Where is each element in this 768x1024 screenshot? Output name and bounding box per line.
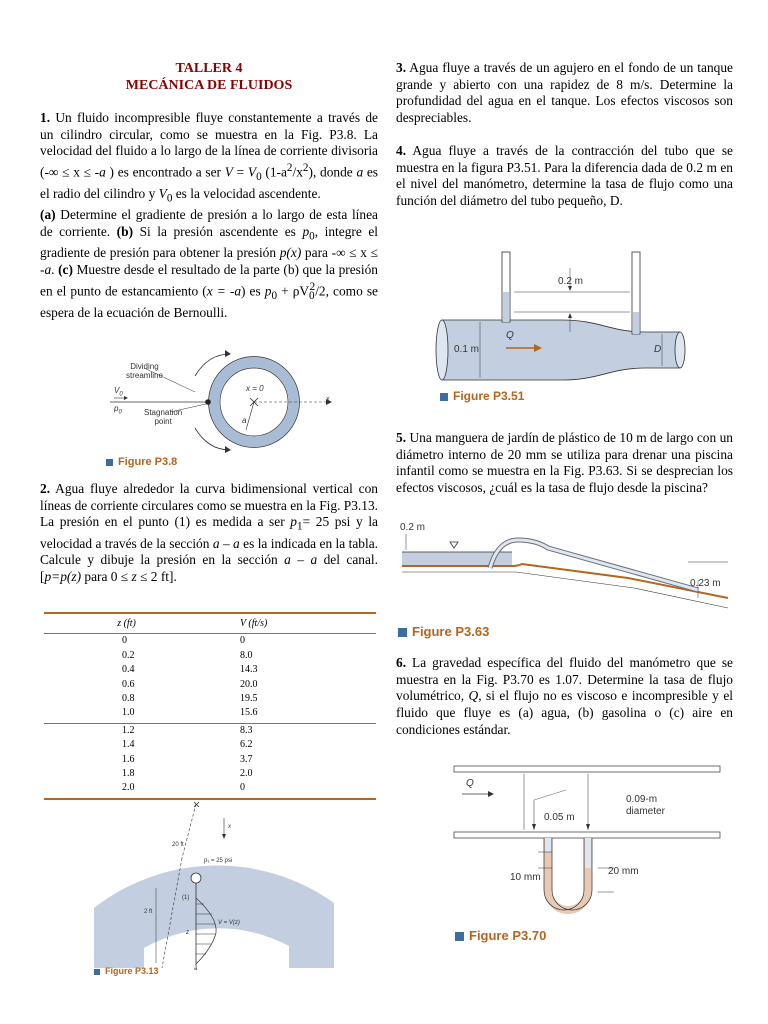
cell-z: 0.8 (122, 693, 135, 705)
radius-a-label: a (242, 416, 247, 425)
figure-p3-63-label: Figure P3.63 (412, 624, 490, 639)
p1-sup-b: 2 (302, 162, 309, 175)
col-z-header (44, 617, 210, 631)
height-0-2-label: 0.2 m (400, 522, 426, 533)
p1-sup-a: 2 (286, 162, 293, 175)
p2-pz: p=p(z) (44, 569, 82, 585)
p0-letter: p (114, 404, 119, 413)
p2-z: z (131, 569, 137, 585)
cell-v: 19.5 (240, 693, 258, 705)
table-row (44, 706, 376, 720)
diameter-0-1-label: 0.1 m (454, 344, 480, 355)
v0-label (114, 386, 123, 398)
table-row (44, 634, 376, 648)
point-text: point (154, 417, 172, 426)
dividing-streamline-label (126, 362, 163, 380)
caption-square-icon (106, 459, 113, 466)
cell-z: 1.4 (122, 739, 135, 751)
problem-3-text: Agua fluye a través de un agujero en el fondo de un tanque grande y abierto con una rapidez de 8 m/s. Determine la profundidad del agua en el tanque. Los efectos viscosos son despreciables. (396, 60, 733, 126)
table-row (44, 753, 376, 767)
table-group-2 (44, 724, 376, 796)
p1-a2: a (356, 164, 364, 180)
p2-p1: p (290, 514, 297, 530)
p1-text-17: /2, como se espera de la ecuación de Bernoulli. (40, 283, 378, 320)
v0-sub: 0 (119, 391, 123, 398)
p0-label (114, 404, 122, 416)
problem-5 (396, 430, 733, 497)
problem-4 (396, 143, 733, 210)
p1-text-6: ), donde (308, 164, 357, 180)
p1-text-9: Determine el gradiente de presión a lo largo de esta línea de corriente. (40, 207, 378, 240)
problem-4-text: Agua fluye a través de la contracción del tubo que se muestra en la figura P3.51. Para la diferencia dada de 0.2 m en el nivel del manómetro, determine la tasa de flujo como una función del diámetro del tubo pequeño, D. (396, 142, 733, 208)
figure-p3-51 (430, 248, 700, 388)
col-v-text: V (ft/s) (240, 618, 268, 629)
figure-p3-13-label: Figure P3.13 (105, 966, 159, 976)
p2-text-4: del canal. [ (40, 552, 378, 585)
p1-text-1: Un fluido incompresible fluye constantemente a través de un cilindro circular, como se muestra en la Fig. P3.8. La velocidad del fluido a lo largo de la línea de corriente divisoria (-∞ ≤ x ≤ - (40, 110, 378, 180)
figure-p3-63-caption (398, 624, 489, 639)
table-row (44, 781, 376, 795)
streamline-text: streamline (126, 371, 163, 380)
cell-v: 0 (240, 635, 245, 647)
cell-v: 14.3 (240, 664, 258, 676)
figure-p3-70-caption (455, 928, 546, 943)
z-label: z (186, 930, 189, 936)
cell-z: 2.0 (122, 782, 135, 794)
p1-sub0: 0 (256, 171, 262, 184)
figure-p3-51-drawing (430, 248, 700, 388)
p1-text-2: ) es encontrado a ser (105, 164, 225, 180)
p1-text-14: Muestre desde el resultado de la parte (b) que la presión en el punto de estancamiento ( (40, 262, 378, 299)
figure-p3-51-label: Figure P3.51 (453, 389, 525, 403)
p1-part-a: (a) (40, 207, 56, 223)
problem-6 (396, 655, 733, 739)
p1-text-10: Si la presión ascendente es (133, 224, 303, 240)
problem-3 (396, 60, 733, 127)
p2-text-6: ≤ 2 ft]. (136, 569, 177, 585)
p1-xa: x = -a (206, 283, 242, 299)
p2-text-1: Agua fluye alrededor la curva bidimensional vertical con líneas de corriente circulares como se muestra en la Fig. P3.13. La presión en el punto (1) es medida a ser (40, 481, 379, 530)
p1-p0b: p (264, 283, 272, 299)
table-row (44, 678, 376, 692)
p1-a1: a (99, 164, 106, 180)
caption-square-icon (94, 969, 100, 975)
problem-6-number: 6. (396, 655, 407, 670)
p1-V: V (224, 164, 233, 180)
p1-part-c: (c) (58, 262, 73, 278)
caption-square-icon (398, 628, 407, 637)
caption-square-icon (455, 932, 464, 941)
p1-sub0e: 0 (309, 289, 315, 302)
p1-text-16: + ρV (277, 283, 310, 299)
cell-z: 0.6 (122, 678, 135, 690)
velocity-table (44, 612, 376, 800)
figure-p3-13-caption (94, 966, 159, 976)
figure-p3-51-caption (440, 389, 524, 403)
p1-text-11: , integre el gradiente de presión para obtener la presión (40, 224, 378, 261)
height-0-05-label: 0.05 m (544, 812, 575, 823)
p1-text-8: es la velocidad ascendente. (172, 185, 321, 201)
p6-text-1: La gravedad específica del fluido del manómetro que se muestra en la Fig. P3.70 es 1.07. Determine la tasa de flujo volumétrico, (396, 655, 733, 704)
p1-text-4: (1-a (261, 164, 287, 180)
cell-v: 15.6 (240, 707, 258, 719)
figure-p3-70-label: Figure P3.70 (469, 928, 547, 943)
col-z-text: z (ft) (117, 618, 136, 629)
cell-z: 1.6 (122, 753, 135, 765)
cell-z: 1.2 (122, 724, 135, 736)
height-0-23-label: 0.23 m (690, 578, 721, 589)
title-line-2: MECÁNICA DE FLUIDOS (125, 78, 293, 93)
table-row (44, 692, 376, 706)
figure-p3-70 (448, 760, 728, 930)
x-label: x (228, 824, 231, 830)
cell-z: 1.0 (122, 707, 135, 719)
figure-p3-8-label: Figure P3.8 (118, 456, 178, 468)
problem-4-number: 4. (396, 142, 407, 158)
diameter-d-label: D (654, 344, 662, 355)
cell-v: 0 (240, 782, 245, 794)
manometer-diff-label: 0.2 m (558, 276, 584, 287)
p1-p0: p (302, 224, 310, 240)
p1-text-5: /x (292, 164, 303, 180)
p1-text-15: ) es (241, 283, 265, 299)
p1-V0b: V (158, 185, 167, 201)
problem-1-number: 1. (40, 110, 51, 125)
figure-p3-63-drawing (398, 518, 736, 618)
p1-part-b: (b) (116, 224, 134, 240)
problem-2 (40, 481, 378, 586)
cell-z: 0.2 (122, 649, 135, 661)
problem-2-number: 2. (40, 481, 51, 496)
problem-5-text: Una manguera de jardín de plástico de 10 m de largo con un diámetro interno de 20 mm se utiliza para drenar una piscina infantil como se muestra en la Fig. P3.63. Si se desprecian los efectos viscosos, ¿cuál es la tasa de flujo desde la piscina? (396, 430, 733, 496)
col-v-header (210, 617, 376, 631)
cell-v: 3.7 (240, 753, 253, 765)
p1-a3: a (44, 262, 52, 278)
cell-v: 6.2 (240, 739, 253, 751)
cell-v: 8.0 (240, 649, 253, 661)
cell-v: 2.0 (240, 768, 253, 780)
p2-text-3: es la indicada en la tabla. Calcule y dibuje la presión en la sección (40, 535, 378, 568)
diameter-word: diameter (626, 806, 665, 817)
p0-sub: 0 (118, 409, 122, 416)
p1-sup-c: 2 (309, 280, 316, 293)
stagnation-text: Stagnation (144, 408, 183, 417)
problem-3-number: 3. (396, 60, 407, 75)
cell-z: 1.8 (122, 768, 135, 780)
width-2ft-label: 2 ft (144, 909, 153, 915)
section-a-label: a (194, 966, 198, 972)
left-column (40, 60, 378, 321)
v0-letter: V (114, 386, 120, 395)
gap-10mm-label: 10 mm (510, 872, 541, 883)
flow-q-label: Q (466, 778, 474, 789)
diameter-label (626, 794, 665, 818)
right-column (396, 60, 733, 210)
p2-aa: a – a (212, 535, 240, 551)
p1-text-3: = (232, 164, 248, 180)
p2-text-2: = 25 psi y la velocidad a través de la sección (40, 514, 378, 551)
title-line-1: TALLER 4 (175, 61, 243, 76)
cell-z: 0.4 (122, 664, 135, 676)
p1-text-12: para -∞ ≤ x ≤ - (40, 245, 378, 278)
table-row (44, 767, 376, 781)
table-group-1 (44, 634, 376, 720)
page-title (40, 60, 378, 94)
table-header-row (44, 617, 376, 631)
p1-label: p₁ = 25 psi (204, 858, 233, 864)
table-row (44, 738, 376, 752)
p1-text-7: es el radio del cilindro y (40, 164, 379, 201)
problem-1 (40, 110, 378, 321)
p1-V0: V (247, 164, 257, 180)
velocity-table-grid (44, 617, 376, 631)
point-1-label: (1) (182, 895, 190, 901)
figure-p3-13-drawing (84, 798, 344, 978)
p1-sub0b: 0 (166, 192, 173, 205)
figure-p3-70-drawing (448, 760, 728, 930)
problem-5-number: 5. (396, 430, 407, 445)
stagnation-point-label (144, 408, 182, 426)
x0-label: x = 0 (246, 384, 264, 393)
p2-aa2: a – a (284, 552, 318, 568)
cell-z: 0 (122, 635, 127, 647)
p1-sub0c: 0 (309, 230, 315, 243)
p1-sub0d: 0 (271, 289, 278, 302)
radius-20ft-label: 20 ft (172, 842, 184, 848)
p6-text-2: , si el flujo no es viscoso e incompresible y el fluido que fluye es (a) agua, (b) gasolina o (c) aire en condiciones estándar. (396, 688, 733, 737)
dividing-text: Dividing (130, 362, 159, 371)
gap-20mm-label: 20 mm (608, 866, 639, 877)
p2-text-5: para 0 ≤ (81, 569, 132, 585)
figure-p3-8-caption (106, 456, 177, 468)
table-row (44, 649, 376, 663)
table-row (44, 724, 376, 738)
cell-v: 8.3 (240, 724, 253, 736)
p2-sub1: 1 (297, 521, 303, 534)
p1-text-13: . (51, 262, 59, 278)
figure-p3-13 (84, 798, 344, 978)
diameter-value: 0.09-m (626, 794, 658, 805)
vz-label: V = V(z) (218, 920, 240, 926)
figure-p3-63 (398, 518, 736, 618)
p1-px: p(x) (279, 245, 302, 261)
p6-q: Q (468, 688, 479, 704)
table-row (44, 663, 376, 677)
caption-square-icon (440, 393, 448, 401)
flow-q-label: Q (506, 330, 514, 341)
cell-v: 20.0 (240, 678, 258, 690)
x-axis-label: x (326, 396, 330, 403)
